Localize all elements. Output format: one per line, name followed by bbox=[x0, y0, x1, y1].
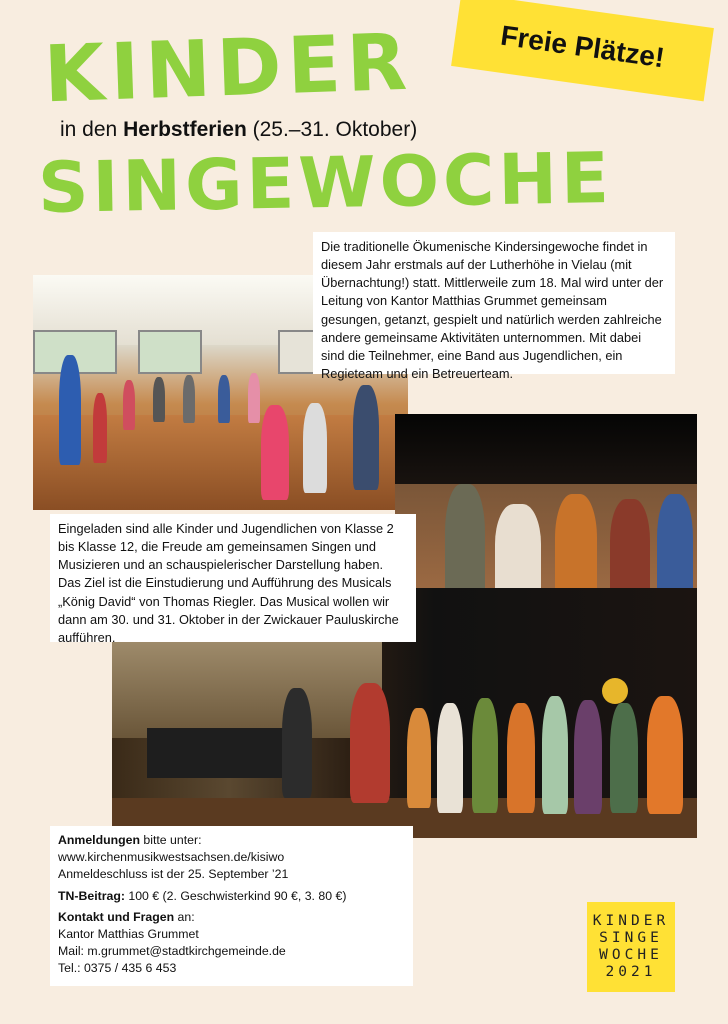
headline-singewoche: SINGEWOCHE bbox=[37, 136, 614, 230]
intro-textbox: Die traditionelle Ökumenische Kindersingewoche findet in diesem Jahr erstmals auf der Lutherhöhe in Vielau (mit Übernachtung!) statt. Mittlerweile zum 18. Mal wird unter der Leitung von Kantor Matthias Grummet gemeinsam gesungen, getanzt, gespielt und natürlich werden zahlreiche andere gemeinsame Aktivitäten unternommen. Mit dabei sind die Teilnehmer, eine Band aus Jugendlichen, ein Regieteam und ein Betreuerteam. bbox=[313, 232, 675, 374]
logo-line: KINDER bbox=[592, 912, 670, 929]
registration-label: Anmeldungen bbox=[58, 833, 140, 847]
child-figure bbox=[507, 703, 535, 813]
contact-label: Kontakt und Fragen bbox=[58, 909, 175, 924]
contact-mail[interactable]: Mail: m.grummet@stadtkirchgemeinde.de bbox=[58, 944, 286, 959]
invite-textbox: Eingeladen sind alle Kinder und Jugendlichen von Klasse 2 bis Klasse 12, die Freude am gemeinsamen Singen und Musizieren und an schauspielerischer Darstellung haben. Das Ziel ist die Einstudierung und Aufführung des Musicals „König David“ von Thomas Riegler. Das Musical wollen wir dann am 30. und 31. Oktober in der Zwickauer Pauluskirche aufführen. bbox=[50, 514, 416, 642]
registration-label-rest: bitte unter: bbox=[139, 833, 202, 847]
registration-line bbox=[58, 832, 405, 849]
stage-crowd bbox=[395, 484, 697, 604]
child-figure bbox=[248, 373, 260, 423]
photo-stage-children bbox=[395, 414, 697, 604]
logo-line: WOCHE bbox=[599, 947, 663, 963]
registration-textbox bbox=[50, 826, 413, 986]
child-figure bbox=[542, 696, 568, 814]
child-figure bbox=[218, 375, 230, 423]
child-figure bbox=[407, 708, 431, 808]
child-figure bbox=[261, 405, 289, 500]
kindersingewoche-logo bbox=[587, 902, 675, 992]
child-figure bbox=[437, 703, 463, 813]
fee-label: TN-Beitrag: bbox=[58, 888, 125, 903]
conductor-figure bbox=[59, 355, 81, 465]
logo-line: 2021 bbox=[605, 964, 657, 981]
child-figure bbox=[183, 375, 195, 423]
child-figure bbox=[123, 380, 135, 430]
child-figure bbox=[153, 377, 165, 422]
free-places-badge: Freie Plätze! bbox=[451, 0, 714, 101]
sunflower-prop bbox=[602, 678, 628, 704]
contact-name: Kantor Matthias Grummet bbox=[58, 927, 199, 942]
fee-value: 100 € (2. Geschwisterkind 90 €, 3. 80 €) bbox=[124, 888, 347, 903]
headline-kinder: KINDER bbox=[42, 17, 415, 121]
fee-line bbox=[58, 888, 405, 905]
child-figure bbox=[647, 696, 683, 814]
child-figure bbox=[93, 393, 107, 463]
registration-url[interactable]: www.kirchenmusikwestsachsen.de/kisiwo bbox=[58, 850, 285, 865]
contact-line bbox=[58, 909, 405, 926]
contact-tel[interactable]: Tel.: 0375 / 435 6 453 bbox=[58, 961, 177, 976]
registration-deadline: Anmeldeschluss ist der 25. September ’21 bbox=[58, 867, 289, 882]
child-figure bbox=[303, 403, 327, 493]
child-figure bbox=[574, 700, 602, 814]
child-figure bbox=[472, 698, 498, 813]
subline-suffix: (25.–31. Oktober) bbox=[246, 118, 418, 141]
hall-window bbox=[138, 330, 202, 374]
band-instruments bbox=[147, 728, 287, 778]
headline-subline bbox=[60, 118, 417, 142]
child-figure bbox=[353, 385, 379, 490]
contact-label-rest: an: bbox=[174, 909, 195, 924]
king-figure bbox=[350, 683, 390, 803]
child-figure bbox=[445, 484, 485, 604]
guitarist-figure bbox=[282, 688, 312, 798]
subline-bold: Herbstferien bbox=[123, 118, 247, 141]
child-figure bbox=[610, 703, 638, 813]
logo-line: SINGE bbox=[599, 929, 663, 946]
subline-prefix: in den bbox=[60, 118, 124, 141]
hall-floor bbox=[33, 415, 408, 510]
